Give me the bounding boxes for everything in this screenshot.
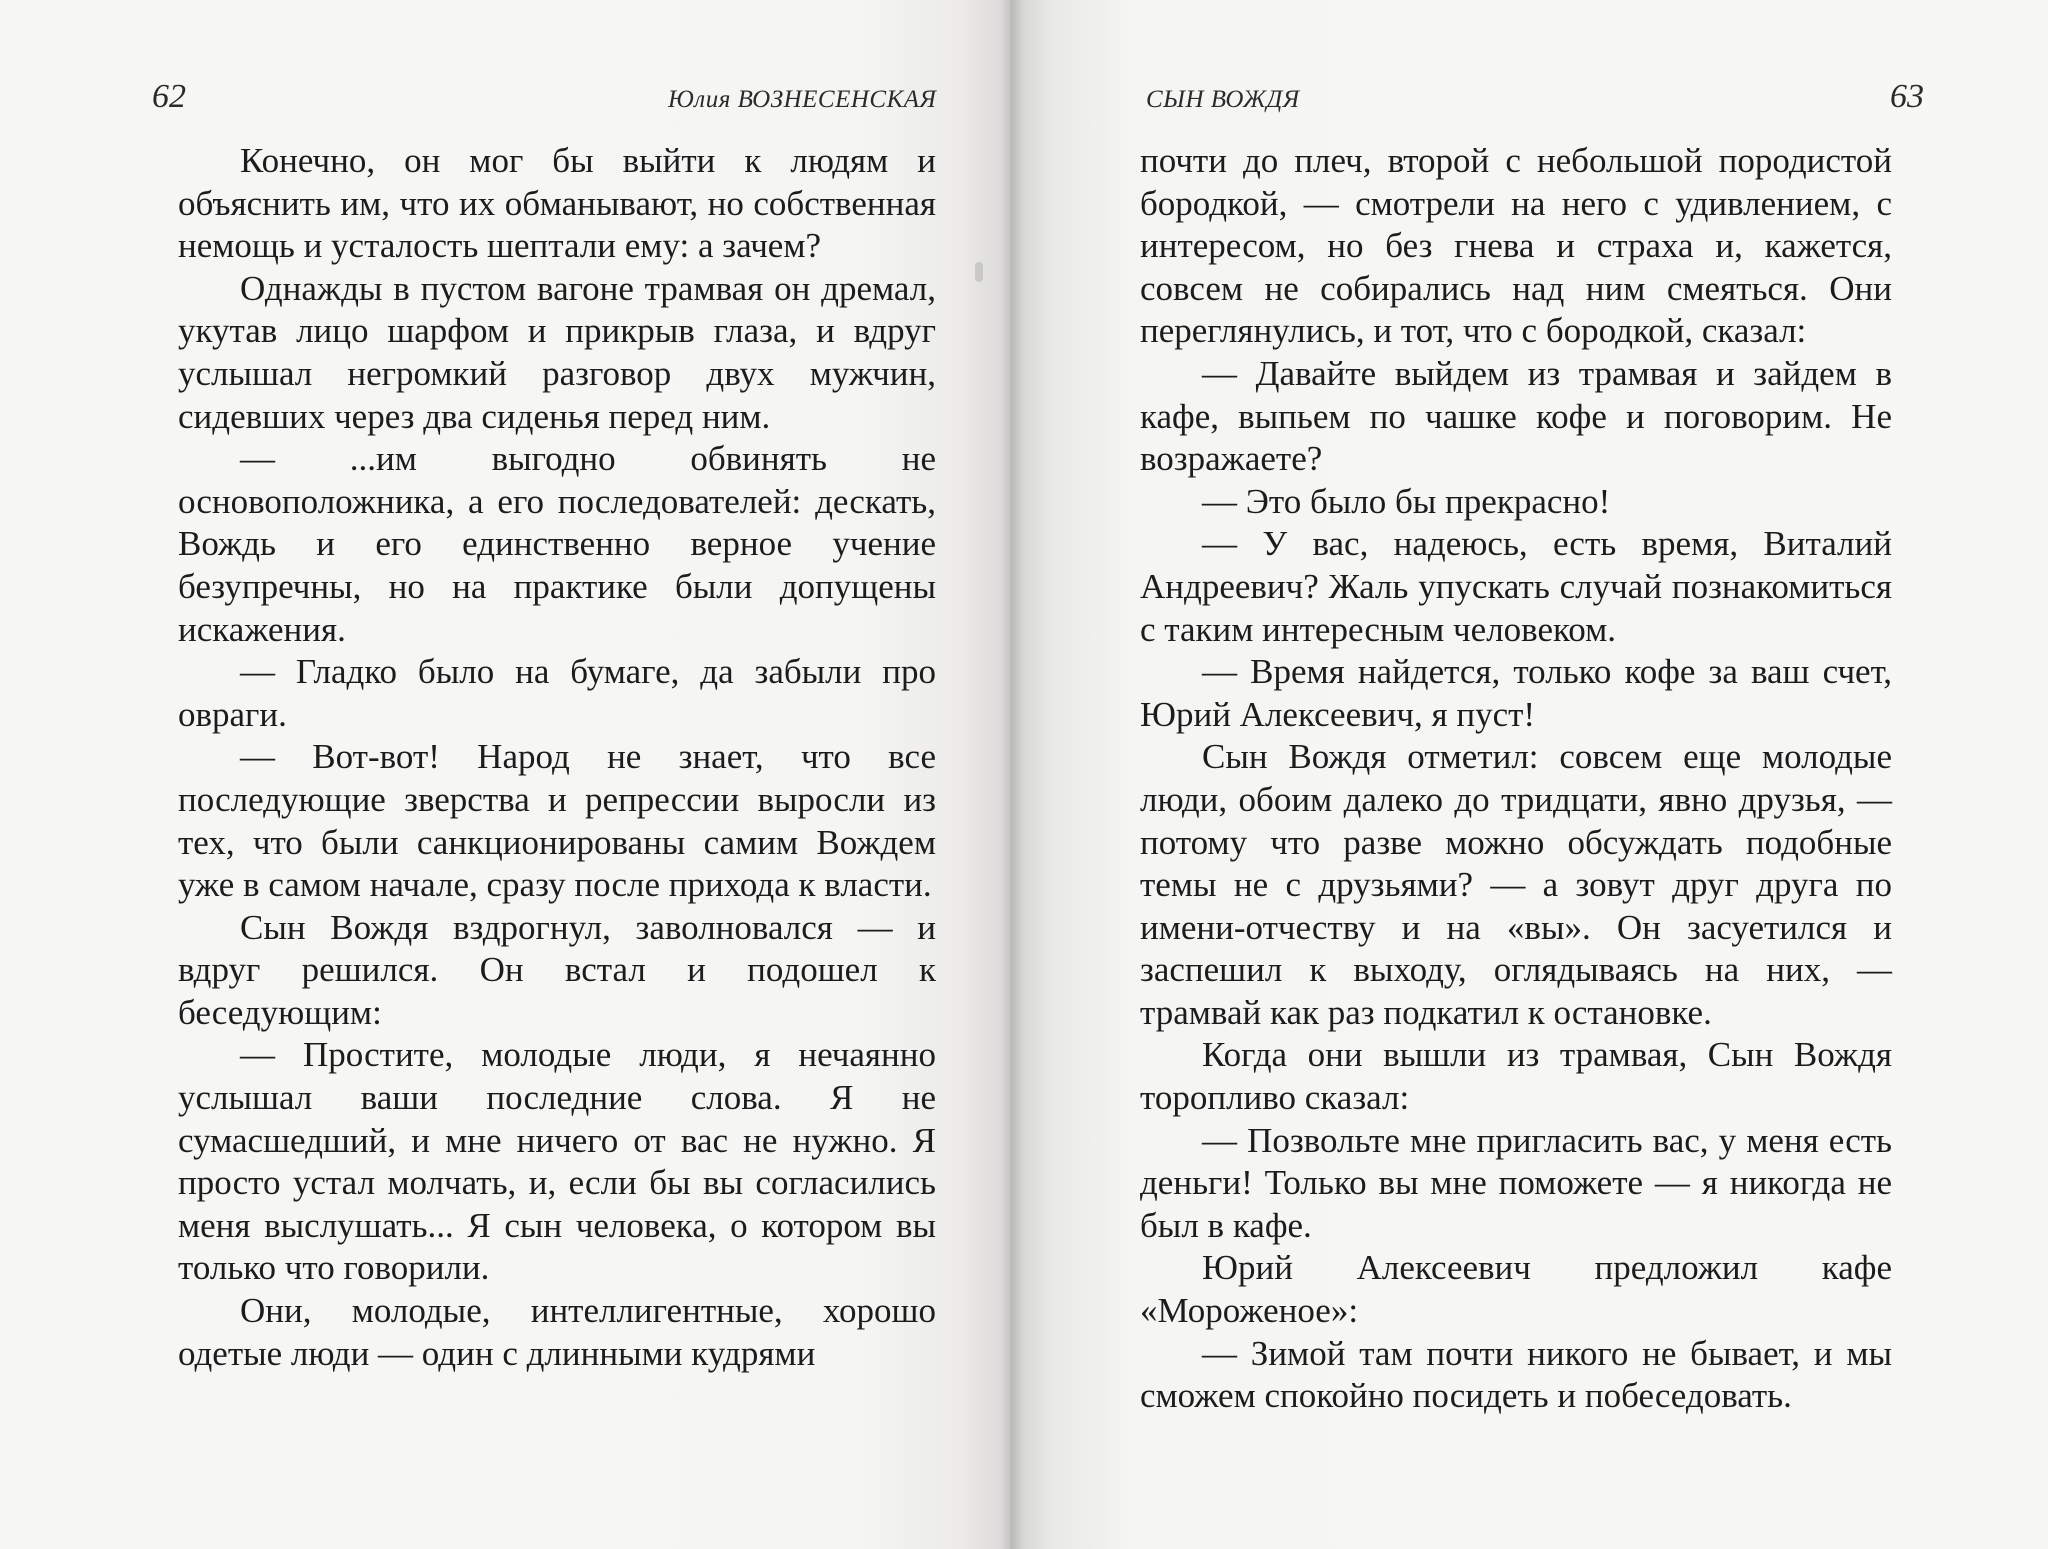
paragraph: — Давайте выйдем из трамвая и зайдем в кафе, выпьем по чашке кофе и поговорим. Не возражаете? [1140,353,1892,479]
binding-mark [975,262,983,282]
paragraph: — Это было бы прекрасно! [1202,481,1611,521]
right-running-head: СЫН ВОЖДЯ [1146,86,1300,113]
paragraph: — Гладко было на бумаге, да забыли про овраги. [178,652,936,734]
paragraph: Они, молодые, интеллигентные, хорошо одетые люди — один с длинными кудрями [178,1291,936,1373]
paragraph: — Зимой там почти никого не бывает, и мы сможем спокойно посидеть и побеседовать. [1140,1333,1892,1416]
book-gutter [1000,0,1024,1549]
paragraph: почти до плеч, второй с небольшой породистой бородкой, — смотрели на него с удивлением, с интересом, но без гнева и страха и, кажется, совсем не собирались над ним смеяться. Они переглянулись, и тот, что с бородкой, сказал: [1140,141,1892,351]
paragraph: — Время найдется, только кофе за ваш счет, Юрий Алексеевич, я пуст! [1140,652,1892,734]
paragraph: — Позвольте мне пригласить вас, у меня есть деньги! Только вы мне поможете — я никогда не был в кафе. [1140,1120,1892,1245]
paragraph: Сын Вождя отметил: совсем еще молодые люди, обоим далеко до тридцати, явно друзья, — потому что разве можно обсуждать подобные темы не с друзьями? — а зовут друг друга по имени-отчеству и на «вы». Он засуетился и заспешил к выходу, оглядываясь на них, — трамвай как раз подкатил к остановке. [1140,737,1892,1032]
paragraph: — ...им выгодно обвинять не основоположника, а его последователей: дескать, Вождь и его единственно верное учение безупречны, но на практике были допущены искажения. [178,439,936,649]
paragraph: — У вас, надеюсь, есть время, Виталий Андреевич? Жаль упускать случай познакомиться с таким интересным человеком. [1140,524,1892,649]
right-page-number: 63 [1890,78,1924,115]
right-page-body [1140,140,1892,1418]
paragraph: Когда они вышли из трамвая, Сын Вождя торопливо сказал: [1140,1035,1892,1118]
paragraph: Юрий Алексеевич предложил кафе «Мороженое»: [1140,1248,1892,1331]
paragraph: Конечно, он мог бы выйти к людям и объяснить им, что их обманывают, но собственная немощь и усталость шептали ему: а зачем? [178,141,936,266]
left-running-head: Юлия ВОЗНЕСЕНСКАЯ [668,86,937,113]
paragraph: — Вот-вот! Народ не знает, что все последующие зверства и репрессии выросли из тех, что были санкционированы самим Вождем уже в самом начале, сразу после прихода к власти. [178,737,936,905]
left-page [0,0,1010,1549]
left-page-number: 62 [152,78,186,115]
left-page-body [178,140,936,1375]
paragraph: Однажды в пустом вагоне трамвая он дремал, укутав лицо шарфом и прикрыв глаза, и вдруг услышал негромкий разговор двух мужчин, сидевших через два сиденья перед ним. [178,268,936,436]
paragraph: — Простите, молодые люди, я нечаянно услышал ваши последние слова. Я не сумасшедший, и мне ничего от вас не нужно. Я просто устал молчать, и, если бы вы согласились меня выслушать... Я сын человека, о котором вы только что говорили. [178,1035,936,1288]
paragraph: Сын Вождя вздрогнул, заволновался — и вдруг решился. Он встал и подошел к беседующим: [178,907,936,1032]
